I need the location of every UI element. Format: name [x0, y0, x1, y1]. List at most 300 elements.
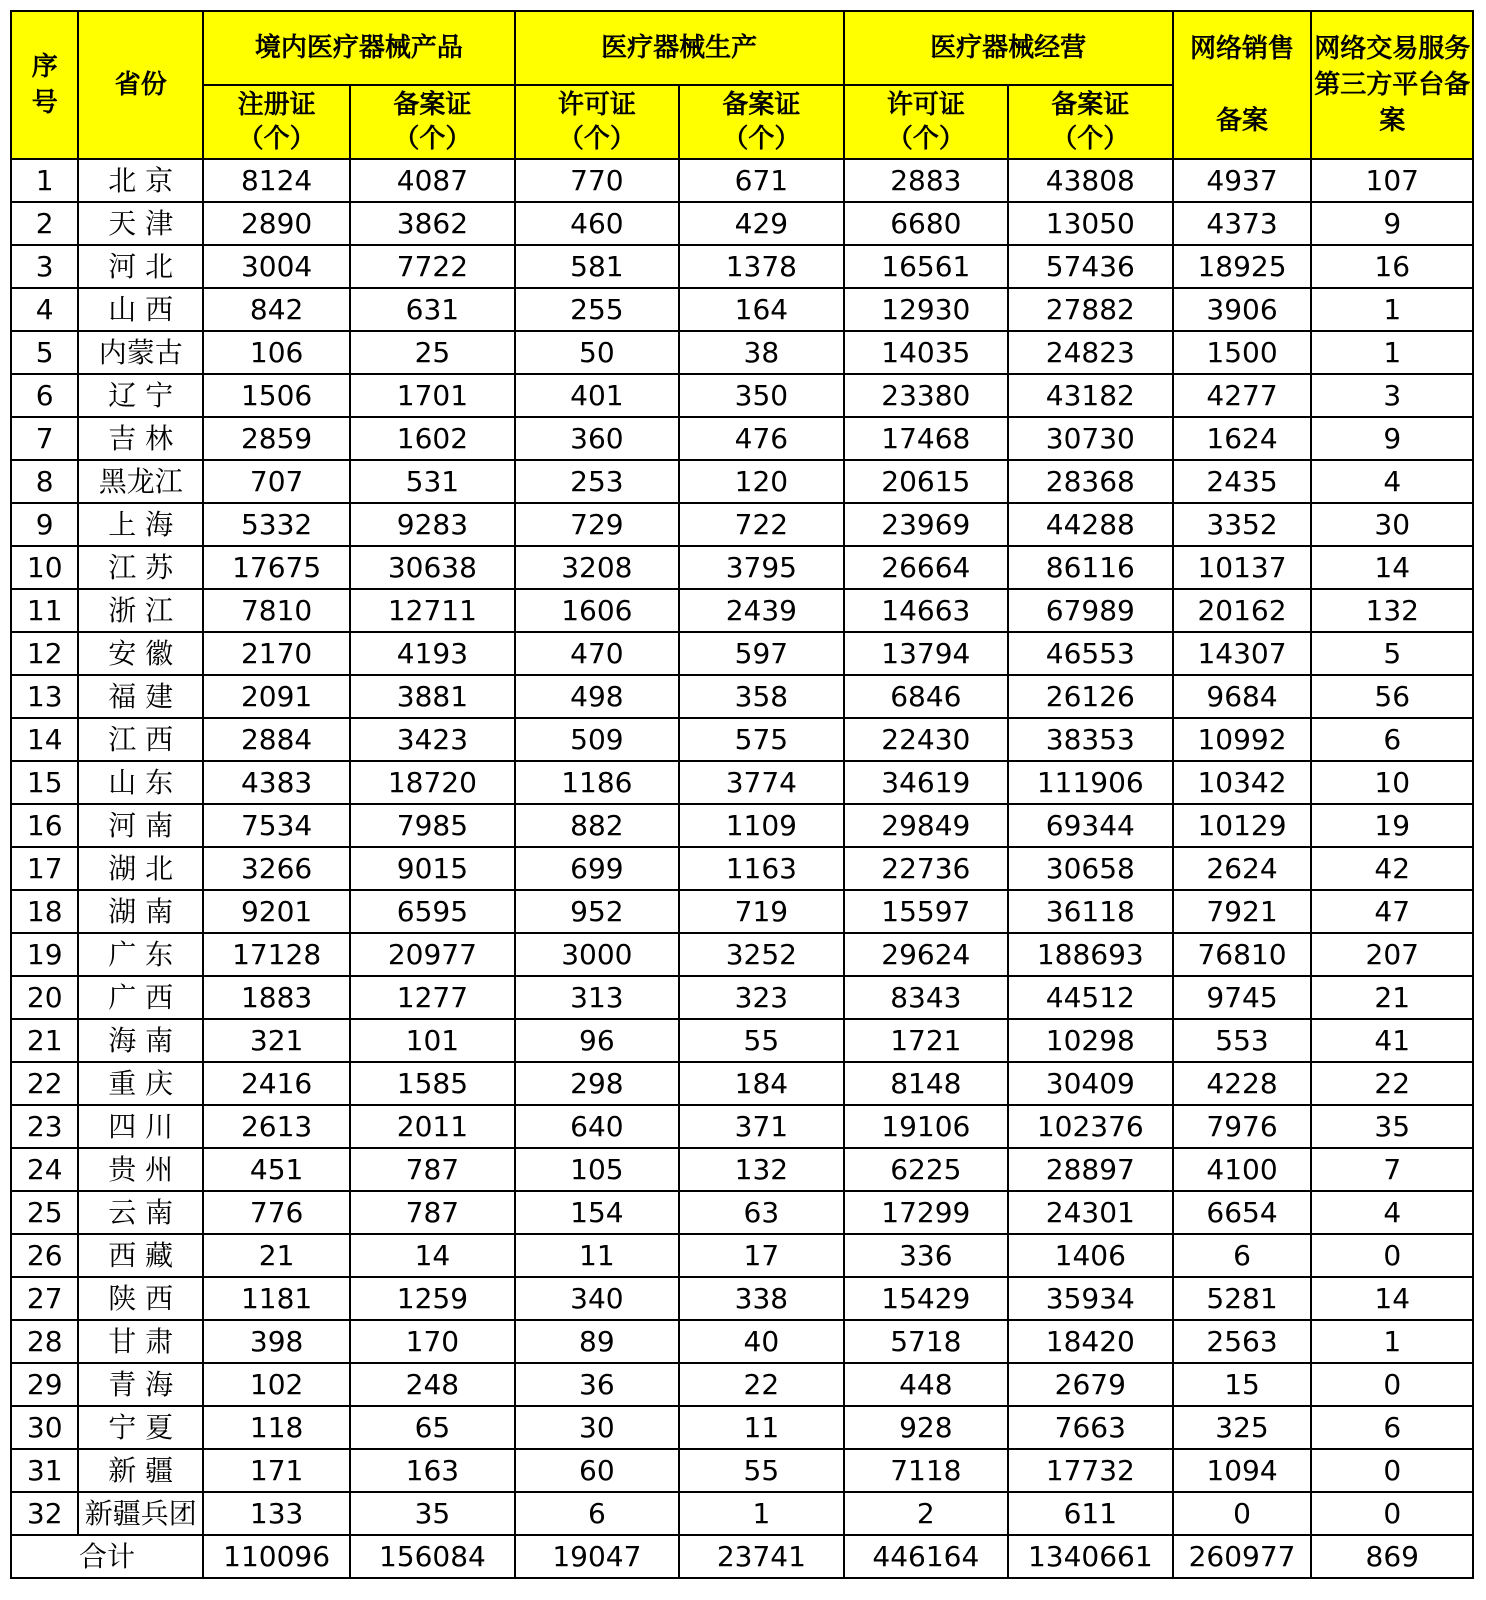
cell-third-party-record: 4 — [1311, 460, 1473, 503]
total-cell: 1340661 — [1008, 1535, 1172, 1578]
cell-third-party-record: 30 — [1311, 503, 1473, 546]
cell-record-cert: 787 — [350, 1148, 514, 1191]
cell-production-license: 36 — [515, 1363, 679, 1406]
cell-online-sales-record: 5281 — [1173, 1277, 1312, 1320]
cell-third-party-record: 9 — [1311, 202, 1473, 245]
cell-online-sales-record: 1624 — [1173, 417, 1312, 460]
cell-province: 新 疆 — [78, 1449, 203, 1492]
cell-online-sales-record: 6 — [1173, 1234, 1312, 1277]
cell-province: 贵 州 — [78, 1148, 203, 1191]
cell-province: 河 南 — [78, 804, 203, 847]
cell-production-license: 509 — [515, 718, 679, 761]
table-row — [11, 1492, 1473, 1535]
cell-record-cert: 531 — [350, 460, 514, 503]
table-row — [11, 1449, 1473, 1492]
cell-business-license: 26664 — [844, 546, 1008, 589]
cell-online-sales-record: 2624 — [1173, 847, 1312, 890]
cell-business-license: 12930 — [844, 288, 1008, 331]
cell-online-sales-record: 1094 — [1173, 1449, 1312, 1492]
cell-business-record: 38353 — [1008, 718, 1172, 761]
cell-business-record: 28368 — [1008, 460, 1172, 503]
cell-registration-cert: 398 — [203, 1320, 350, 1363]
cell-online-sales-record: 0 — [1173, 1492, 1312, 1535]
cell-business-record: 13050 — [1008, 202, 1172, 245]
cell-business-record: 188693 — [1008, 933, 1172, 976]
table-row — [11, 1105, 1473, 1148]
cell-online-sales-record: 9745 — [1173, 976, 1312, 1019]
cell-production-license: 1606 — [515, 589, 679, 632]
cell-business-record: 28897 — [1008, 1148, 1172, 1191]
cell-production-license: 50 — [515, 331, 679, 374]
cell-province: 四 川 — [78, 1105, 203, 1148]
cell-online-sales-record: 15 — [1173, 1363, 1312, 1406]
cell-record-cert: 30638 — [350, 546, 514, 589]
table-row — [11, 245, 1473, 288]
cell-registration-cert: 3266 — [203, 847, 350, 890]
table-row — [11, 675, 1473, 718]
cell-record-cert: 20977 — [350, 933, 514, 976]
cell-third-party-record: 41 — [1311, 1019, 1473, 1062]
table-row — [11, 718, 1473, 761]
cell-business-record: 36118 — [1008, 890, 1172, 933]
cell-business-record: 67989 — [1008, 589, 1172, 632]
cell-business-license: 448 — [844, 1363, 1008, 1406]
table-row — [11, 331, 1473, 374]
cell-seq: 19 — [11, 933, 78, 976]
table-row — [11, 1019, 1473, 1062]
cell-production-record: 3795 — [679, 546, 843, 589]
cell-online-sales-record: 2435 — [1173, 460, 1312, 503]
cell-record-cert: 1602 — [350, 417, 514, 460]
cell-third-party-record: 14 — [1311, 1277, 1473, 1320]
cell-seq: 20 — [11, 976, 78, 1019]
cell-registration-cert: 118 — [203, 1406, 350, 1449]
cell-record-cert: 7722 — [350, 245, 514, 288]
cell-business-license: 336 — [844, 1234, 1008, 1277]
cell-online-sales-record: 14307 — [1173, 632, 1312, 675]
cell-online-sales-record: 6654 — [1173, 1191, 1312, 1234]
cell-production-record: 120 — [679, 460, 843, 503]
cell-seq: 9 — [11, 503, 78, 546]
cell-third-party-record: 6 — [1311, 1406, 1473, 1449]
cell-province: 北 京 — [78, 159, 203, 202]
header-production: 医疗器械生产 — [515, 11, 844, 85]
cell-third-party-record: 1 — [1311, 331, 1473, 374]
cell-registration-cert: 102 — [203, 1363, 350, 1406]
cell-business-record: 43182 — [1008, 374, 1172, 417]
cell-province: 上 海 — [78, 503, 203, 546]
cell-business-license: 8148 — [844, 1062, 1008, 1105]
cell-third-party-record: 10 — [1311, 761, 1473, 804]
cell-production-license: 96 — [515, 1019, 679, 1062]
cell-province: 海 南 — [78, 1019, 203, 1062]
cell-production-record: 22 — [679, 1363, 843, 1406]
cell-business-license: 2 — [844, 1492, 1008, 1535]
cell-business-record: 2679 — [1008, 1363, 1172, 1406]
cell-seq: 18 — [11, 890, 78, 933]
table-row — [11, 1148, 1473, 1191]
cell-production-license: 640 — [515, 1105, 679, 1148]
cell-province: 河 北 — [78, 245, 203, 288]
cell-online-sales-record: 4228 — [1173, 1062, 1312, 1105]
cell-business-record: 10298 — [1008, 1019, 1172, 1062]
table-row — [11, 159, 1473, 202]
cell-online-sales-record: 4277 — [1173, 374, 1312, 417]
cell-seq: 12 — [11, 632, 78, 675]
cell-third-party-record: 47 — [1311, 890, 1473, 933]
cell-seq: 15 — [11, 761, 78, 804]
cell-province: 辽 宁 — [78, 374, 203, 417]
cell-online-sales-record: 4100 — [1173, 1148, 1312, 1191]
cell-business-record: 111906 — [1008, 761, 1172, 804]
cell-business-record: 44288 — [1008, 503, 1172, 546]
cell-registration-cert: 21 — [203, 1234, 350, 1277]
cell-third-party-record: 0 — [1311, 1492, 1473, 1535]
cell-registration-cert: 9201 — [203, 890, 350, 933]
cell-record-cert: 4087 — [350, 159, 514, 202]
cell-seq: 21 — [11, 1019, 78, 1062]
cell-online-sales-record: 553 — [1173, 1019, 1312, 1062]
cell-seq: 25 — [11, 1191, 78, 1234]
cell-production-record: 3774 — [679, 761, 843, 804]
cell-business-license: 6225 — [844, 1148, 1008, 1191]
cell-province: 天 津 — [78, 202, 203, 245]
cell-record-cert: 787 — [350, 1191, 514, 1234]
cell-record-cert: 1701 — [350, 374, 514, 417]
cell-province: 内蒙古 — [78, 331, 203, 374]
cell-production-record: 719 — [679, 890, 843, 933]
cell-production-record: 55 — [679, 1449, 843, 1492]
cell-seq: 10 — [11, 546, 78, 589]
cell-record-cert: 3881 — [350, 675, 514, 718]
cell-production-record: 1 — [679, 1492, 843, 1535]
cell-production-record: 575 — [679, 718, 843, 761]
cell-registration-cert: 5332 — [203, 503, 350, 546]
cell-business-license: 29849 — [844, 804, 1008, 847]
cell-registration-cert: 1181 — [203, 1277, 350, 1320]
cell-province: 江 苏 — [78, 546, 203, 589]
cell-production-license: 470 — [515, 632, 679, 675]
cell-online-sales-record: 18925 — [1173, 245, 1312, 288]
cell-production-license: 154 — [515, 1191, 679, 1234]
cell-online-sales-record: 10342 — [1173, 761, 1312, 804]
cell-production-license: 313 — [515, 976, 679, 1019]
cell-record-cert: 170 — [350, 1320, 514, 1363]
cell-third-party-record: 0 — [1311, 1234, 1473, 1277]
cell-record-cert: 1259 — [350, 1277, 514, 1320]
cell-registration-cert: 1883 — [203, 976, 350, 1019]
cell-business-record: 86116 — [1008, 546, 1172, 589]
cell-production-record: 338 — [679, 1277, 843, 1320]
cell-province: 山 东 — [78, 761, 203, 804]
cell-production-record: 597 — [679, 632, 843, 675]
cell-seq: 29 — [11, 1363, 78, 1406]
cell-third-party-record: 1 — [1311, 288, 1473, 331]
cell-registration-cert: 776 — [203, 1191, 350, 1234]
cell-business-record: 26126 — [1008, 675, 1172, 718]
cell-production-license: 1186 — [515, 761, 679, 804]
cell-province: 甘 肃 — [78, 1320, 203, 1363]
cell-third-party-record: 132 — [1311, 589, 1473, 632]
header-record-cert: 备案证 （个） — [350, 85, 514, 159]
cell-third-party-record: 6 — [1311, 718, 1473, 761]
cell-registration-cert: 106 — [203, 331, 350, 374]
cell-production-record: 1163 — [679, 847, 843, 890]
table-footer — [11, 1535, 1473, 1578]
total-cell: 23741 — [679, 1535, 843, 1578]
cell-business-license: 13794 — [844, 632, 1008, 675]
cell-seq: 11 — [11, 589, 78, 632]
cell-business-license: 5718 — [844, 1320, 1008, 1363]
cell-third-party-record: 9 — [1311, 417, 1473, 460]
cell-production-record: 2439 — [679, 589, 843, 632]
cell-province: 湖 南 — [78, 890, 203, 933]
total-cell: 156084 — [350, 1535, 514, 1578]
cell-record-cert: 6595 — [350, 890, 514, 933]
cell-business-record: 46553 — [1008, 632, 1172, 675]
cell-seq: 14 — [11, 718, 78, 761]
table-row — [11, 632, 1473, 675]
cell-business-license: 928 — [844, 1406, 1008, 1449]
table-row — [11, 761, 1473, 804]
header-online-sales-bottom: 备案 — [1216, 106, 1269, 136]
cell-business-license: 14663 — [844, 589, 1008, 632]
cell-registration-cert: 2170 — [203, 632, 350, 675]
header-business-license: 许可证 （个） — [844, 85, 1008, 159]
total-row — [11, 1535, 1473, 1578]
cell-record-cert: 4193 — [350, 632, 514, 675]
cell-business-license: 15429 — [844, 1277, 1008, 1320]
cell-production-record: 371 — [679, 1105, 843, 1148]
cell-seq: 1 — [11, 159, 78, 202]
cell-registration-cert: 707 — [203, 460, 350, 503]
table-row — [11, 1191, 1473, 1234]
cell-production-record: 358 — [679, 675, 843, 718]
cell-production-license: 255 — [515, 288, 679, 331]
cell-production-record: 429 — [679, 202, 843, 245]
cell-seq: 6 — [11, 374, 78, 417]
cell-production-record: 184 — [679, 1062, 843, 1105]
cell-registration-cert: 171 — [203, 1449, 350, 1492]
cell-business-license: 17468 — [844, 417, 1008, 460]
cell-seq: 28 — [11, 1320, 78, 1363]
cell-business-license: 22736 — [844, 847, 1008, 890]
table-row — [11, 460, 1473, 503]
cell-production-record: 55 — [679, 1019, 843, 1062]
cell-online-sales-record: 7976 — [1173, 1105, 1312, 1148]
cell-online-sales-record: 10129 — [1173, 804, 1312, 847]
cell-production-record: 11 — [679, 1406, 843, 1449]
cell-business-license: 1721 — [844, 1019, 1008, 1062]
table-row — [11, 202, 1473, 245]
cell-registration-cert: 2416 — [203, 1062, 350, 1105]
table-row — [11, 847, 1473, 890]
cell-production-license: 401 — [515, 374, 679, 417]
cell-business-record: 24823 — [1008, 331, 1172, 374]
table-row — [11, 1234, 1473, 1277]
cell-seq: 17 — [11, 847, 78, 890]
table-row — [11, 1363, 1473, 1406]
cell-business-record: 27882 — [1008, 288, 1172, 331]
cell-production-license: 581 — [515, 245, 679, 288]
cell-seq: 7 — [11, 417, 78, 460]
cell-online-sales-record: 20162 — [1173, 589, 1312, 632]
header-business: 医疗器械经营 — [844, 11, 1173, 85]
header-production-license: 许可证 （个） — [515, 85, 679, 159]
cell-production-license: 6 — [515, 1492, 679, 1535]
cell-production-license: 340 — [515, 1277, 679, 1320]
cell-business-license: 19106 — [844, 1105, 1008, 1148]
cell-production-license: 105 — [515, 1148, 679, 1191]
cell-production-license: 699 — [515, 847, 679, 890]
cell-third-party-record: 35 — [1311, 1105, 1473, 1148]
cell-registration-cert: 3004 — [203, 245, 350, 288]
cell-business-license: 29624 — [844, 933, 1008, 976]
cell-production-license: 89 — [515, 1320, 679, 1363]
total-label: 合计 — [11, 1535, 203, 1578]
cell-third-party-record: 19 — [1311, 804, 1473, 847]
cell-record-cert: 65 — [350, 1406, 514, 1449]
header-production-record: 备案证 （个） — [679, 85, 843, 159]
cell-business-license: 16561 — [844, 245, 1008, 288]
cell-registration-cert: 2884 — [203, 718, 350, 761]
cell-province: 吉 林 — [78, 417, 203, 460]
cell-online-sales-record: 76810 — [1173, 933, 1312, 976]
cell-registration-cert: 7534 — [203, 804, 350, 847]
cell-production-record: 722 — [679, 503, 843, 546]
cell-province: 广 西 — [78, 976, 203, 1019]
cell-province: 宁 夏 — [78, 1406, 203, 1449]
cell-registration-cert: 1506 — [203, 374, 350, 417]
cell-business-license: 22430 — [844, 718, 1008, 761]
cell-production-record: 63 — [679, 1191, 843, 1234]
table-row — [11, 1406, 1473, 1449]
cell-record-cert: 101 — [350, 1019, 514, 1062]
cell-production-license: 952 — [515, 890, 679, 933]
table-body — [11, 159, 1473, 1535]
cell-registration-cert: 2859 — [203, 417, 350, 460]
cell-seq: 31 — [11, 1449, 78, 1492]
cell-production-record: 1109 — [679, 804, 843, 847]
cell-seq: 30 — [11, 1406, 78, 1449]
total-cell: 19047 — [515, 1535, 679, 1578]
table-header — [11, 11, 1473, 159]
cell-production-license: 498 — [515, 675, 679, 718]
cell-business-record: 30730 — [1008, 417, 1172, 460]
cell-online-sales-record: 10992 — [1173, 718, 1312, 761]
cell-third-party-record: 22 — [1311, 1062, 1473, 1105]
cell-registration-cert: 17128 — [203, 933, 350, 976]
cell-record-cert: 35 — [350, 1492, 514, 1535]
header-domestic-products: 境内医疗器械产品 — [203, 11, 515, 85]
cell-production-record: 476 — [679, 417, 843, 460]
cell-record-cert: 631 — [350, 288, 514, 331]
cell-business-record: 17732 — [1008, 1449, 1172, 1492]
cell-production-record: 1378 — [679, 245, 843, 288]
cell-record-cert: 1277 — [350, 976, 514, 1019]
cell-production-license: 460 — [515, 202, 679, 245]
cell-third-party-record: 3 — [1311, 374, 1473, 417]
cell-third-party-record: 107 — [1311, 159, 1473, 202]
cell-third-party-record: 14 — [1311, 546, 1473, 589]
cell-production-license: 770 — [515, 159, 679, 202]
table-row — [11, 976, 1473, 1019]
cell-seq: 8 — [11, 460, 78, 503]
cell-record-cert: 12711 — [350, 589, 514, 632]
cell-business-license: 8343 — [844, 976, 1008, 1019]
table-row — [11, 890, 1473, 933]
cell-province: 西 藏 — [78, 1234, 203, 1277]
cell-seq: 26 — [11, 1234, 78, 1277]
cell-online-sales-record: 4373 — [1173, 202, 1312, 245]
cell-production-license: 360 — [515, 417, 679, 460]
cell-business-record: 57436 — [1008, 245, 1172, 288]
cell-record-cert: 3423 — [350, 718, 514, 761]
cell-registration-cert: 8124 — [203, 159, 350, 202]
header-online-sales — [1173, 11, 1312, 159]
cell-registration-cert: 321 — [203, 1019, 350, 1062]
cell-business-record: 18420 — [1008, 1320, 1172, 1363]
cell-production-license: 253 — [515, 460, 679, 503]
cell-business-record: 43808 — [1008, 159, 1172, 202]
cell-record-cert: 7985 — [350, 804, 514, 847]
cell-online-sales-record: 2563 — [1173, 1320, 1312, 1363]
cell-record-cert: 1585 — [350, 1062, 514, 1105]
cell-production-record: 164 — [679, 288, 843, 331]
cell-province: 浙 江 — [78, 589, 203, 632]
cell-business-license: 17299 — [844, 1191, 1008, 1234]
cell-business-record: 7663 — [1008, 1406, 1172, 1449]
header-seq: 序 号 — [11, 11, 78, 159]
cell-business-license: 23380 — [844, 374, 1008, 417]
cell-third-party-record: 7 — [1311, 1148, 1473, 1191]
cell-business-license: 7118 — [844, 1449, 1008, 1492]
cell-production-license: 3208 — [515, 546, 679, 589]
cell-province: 新疆兵团 — [78, 1492, 203, 1535]
cell-business-license: 2883 — [844, 159, 1008, 202]
header-online-sales-top: 网络销售 — [1190, 34, 1295, 64]
cell-province: 山 西 — [78, 288, 203, 331]
cell-seq: 16 — [11, 804, 78, 847]
header-registration-cert: 注册证 （个） — [203, 85, 350, 159]
cell-third-party-record: 56 — [1311, 675, 1473, 718]
cell-third-party-record: 0 — [1311, 1363, 1473, 1406]
cell-business-record: 30658 — [1008, 847, 1172, 890]
table-row — [11, 417, 1473, 460]
cell-business-record: 611 — [1008, 1492, 1172, 1535]
table-row — [11, 288, 1473, 331]
header-third-party-platform: 网络交易服务第三方平台备案 — [1311, 11, 1473, 159]
cell-province: 湖 北 — [78, 847, 203, 890]
cell-record-cert: 3862 — [350, 202, 514, 245]
cell-record-cert: 9283 — [350, 503, 514, 546]
cell-production-record: 671 — [679, 159, 843, 202]
table-row — [11, 374, 1473, 417]
cell-seq: 2 — [11, 202, 78, 245]
total-cell: 110096 — [203, 1535, 350, 1578]
cell-record-cert: 9015 — [350, 847, 514, 890]
cell-seq: 13 — [11, 675, 78, 718]
cell-third-party-record: 42 — [1311, 847, 1473, 890]
cell-province: 福 建 — [78, 675, 203, 718]
table-row — [11, 503, 1473, 546]
cell-online-sales-record: 3352 — [1173, 503, 1312, 546]
cell-province: 广 东 — [78, 933, 203, 976]
cell-online-sales-record: 4937 — [1173, 159, 1312, 202]
cell-business-record: 30409 — [1008, 1062, 1172, 1105]
cell-production-license: 30 — [515, 1406, 679, 1449]
cell-business-license: 14035 — [844, 331, 1008, 374]
